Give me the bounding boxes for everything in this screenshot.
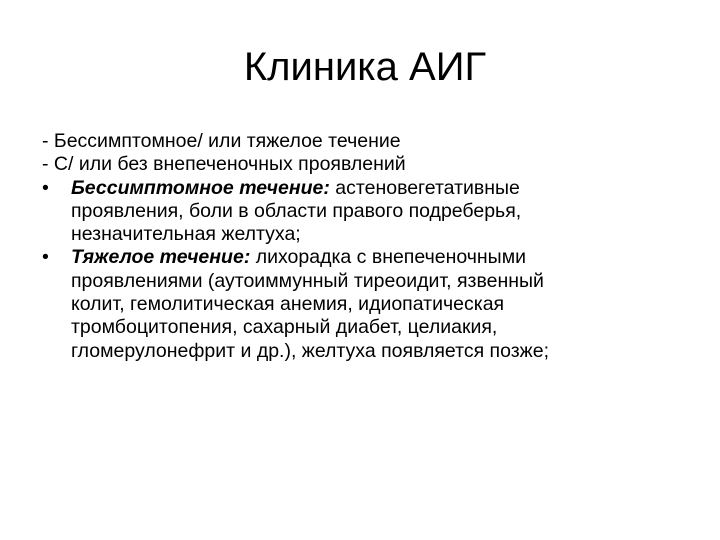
bullet-first-line [71, 246, 682, 269]
bullet-text: проявления, боли в области правого подреберья, [71, 199, 522, 222]
slide-content [42, 130, 682, 363]
bullet-marker: • [42, 176, 49, 199]
bullet-marker: • [42, 246, 49, 269]
bullet-emphasis: Бессимптомное течение: [71, 176, 330, 199]
bullet-emphasis: Тяжелое течение: [71, 246, 251, 269]
bullet-text: колит, гемолитическая анемия, идиопатическая [71, 293, 505, 316]
dash-line-extrahepatic: - С/ или без внепеченочных проявлений [42, 153, 406, 176]
bullet-text: гломерулонефрит и др.), желтуха появляется позже; [71, 339, 549, 362]
dash-line-asymptomatic: - Бессимптомное/ или тяжелое течение [42, 130, 401, 152]
bullet-severe-course [42, 246, 682, 362]
bullet-text: лихорадка с внепеченочными [250, 246, 526, 269]
bullet-text: тромбоцитопения, сахарный диабет, целиакия, [71, 316, 498, 339]
bullet-text: незначительная желтуха; [71, 223, 301, 246]
bullet-text: астеновегетативные [329, 176, 520, 199]
bullet-asymptomatic-course [42, 177, 682, 247]
bullet-first-line [71, 177, 682, 200]
bullet-text: проявлениями (аутоиммунный тиреоидит, язвенный [71, 269, 544, 292]
slide-title: Клиника АИГ [243, 45, 487, 89]
